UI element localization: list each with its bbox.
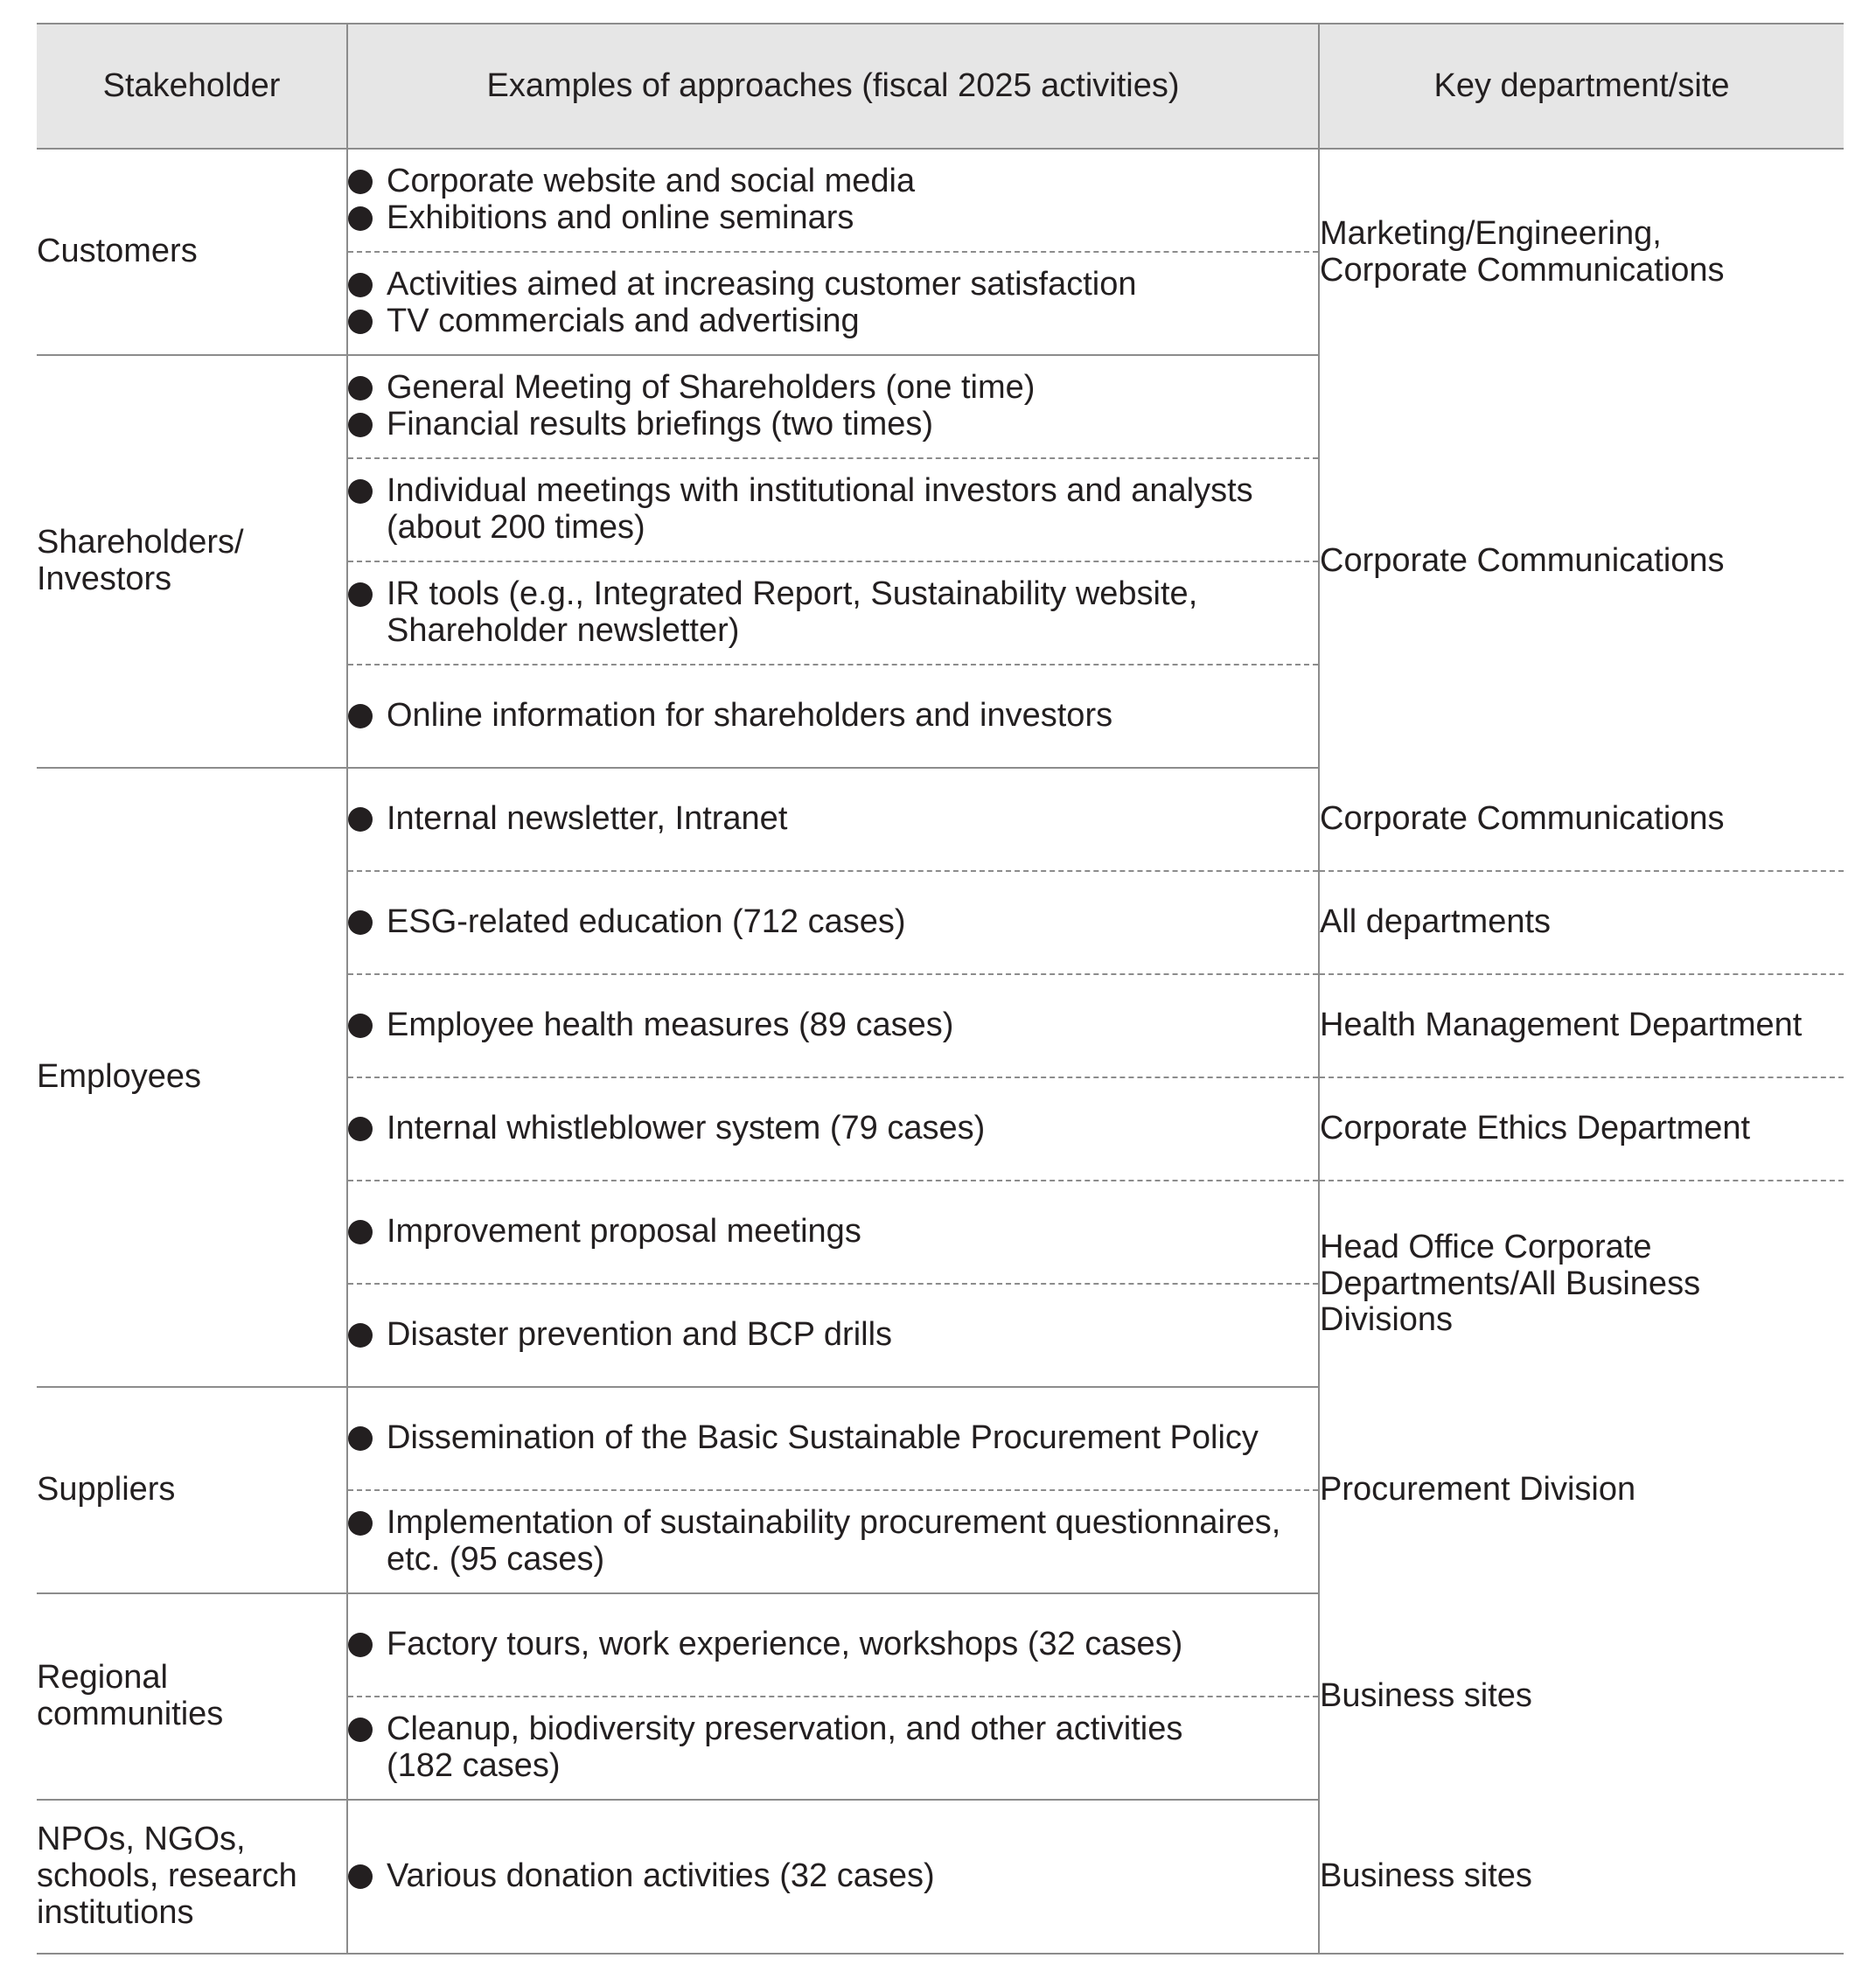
list-item	[348, 1214, 1318, 1251]
table-row	[37, 149, 1844, 252]
list-item-text: Internal whistleblower system (79 cases)	[387, 1110, 986, 1147]
examples-cell	[347, 1284, 1319, 1387]
examples-cell	[347, 355, 1319, 458]
list-item	[348, 200, 1318, 237]
department-cell	[1319, 974, 1844, 1077]
list-item	[348, 801, 1318, 838]
department-label: Corporate Ethics Department	[1320, 1110, 1751, 1147]
list-item-text: Improvement proposal meetings	[387, 1213, 861, 1251]
bullet-icon	[348, 1014, 373, 1038]
stakeholder-label: Employees	[37, 1058, 201, 1096]
department-cell	[1319, 149, 1844, 355]
department-cell	[1319, 1077, 1844, 1181]
list-item-text: Cleanup, biodiversity preservation, and other activities (182 cases)	[387, 1711, 1183, 1784]
list-item	[348, 1111, 1318, 1147]
stakeholder-cell	[37, 1387, 347, 1593]
table-row	[37, 1800, 1844, 1954]
department-cell	[1319, 1181, 1844, 1387]
list-item-text: Implementation of sustainability procurement questionnaires, etc. (95 cases)	[387, 1504, 1281, 1578]
examples-cell	[347, 974, 1319, 1077]
bullet-icon	[348, 376, 373, 401]
list-item-text: Disaster prevention and BCP drills	[387, 1316, 893, 1354]
stakeholder-label: Regional communities	[37, 1659, 224, 1732]
examples-cell	[347, 871, 1319, 974]
stakeholder-cell	[37, 149, 347, 355]
bullet-icon	[348, 273, 373, 297]
department-cell	[1319, 1800, 1844, 1954]
department-label: All departments	[1320, 903, 1552, 941]
examples-cell	[347, 561, 1319, 665]
examples-cell	[347, 1181, 1319, 1284]
bullet-icon	[348, 1511, 373, 1536]
list-item-text: ESG-related education (712 cases)	[387, 903, 906, 941]
list-item-text: Various donation activities (32 cases)	[387, 1857, 935, 1895]
table-row	[37, 1593, 1844, 1697]
list-item	[348, 576, 1318, 650]
list-item	[348, 303, 1318, 340]
stakeholder-cell	[37, 1800, 347, 1954]
department-cell	[1319, 768, 1844, 871]
list-item	[348, 267, 1318, 303]
list-item-text: Factory tours, work experience, workshops (32 cases)	[387, 1626, 1183, 1663]
department-label: Head Office Corporate Departments/All Business Divisions	[1320, 1228, 1701, 1339]
list-item	[348, 698, 1318, 735]
bullet-icon	[348, 1633, 373, 1657]
examples-cell	[347, 1077, 1319, 1181]
bullet-icon	[348, 704, 373, 728]
examples-cell	[347, 1697, 1319, 1800]
examples-cell	[347, 1593, 1319, 1697]
list-item	[348, 164, 1318, 200]
bullet-icon	[348, 479, 373, 504]
header-examples: Examples of approaches (fiscal 2025 activities)	[347, 24, 1319, 149]
bullet-icon	[348, 1323, 373, 1348]
examples-cell	[347, 665, 1319, 768]
examples-cell	[347, 1387, 1319, 1490]
list-item	[348, 1505, 1318, 1578]
list-item-text: Financial results briefings (two times)	[387, 406, 934, 442]
header-department: Key department/site	[1319, 24, 1844, 149]
stakeholder-cell	[37, 1593, 347, 1800]
bullet-icon	[348, 910, 373, 935]
examples-cell	[347, 768, 1319, 871]
list-item-text: TV commercials and advertising	[387, 303, 860, 339]
bullet-icon	[348, 1220, 373, 1244]
department-cell	[1319, 1593, 1844, 1800]
department-cell	[1319, 871, 1844, 974]
bullet-icon	[348, 582, 373, 607]
bullet-icon	[348, 807, 373, 832]
list-item-text: Dissemination of the Basic Sustainable Procurement Policy	[387, 1419, 1259, 1457]
list-item-text: Employee health measures (89 cases)	[387, 1007, 954, 1044]
list-item-text: Individual meetings with institutional investors and analysts (about 200 times)	[387, 472, 1253, 546]
list-item-text: IR tools (e.g., Integrated Report, Sustainability website, Shareholder newsletter)	[387, 575, 1198, 649]
department-label: Business sites	[1320, 1857, 1532, 1894]
stakeholder-cell	[37, 355, 347, 768]
table-row	[37, 355, 1844, 458]
list-item	[348, 473, 1318, 547]
table-row	[37, 1387, 1844, 1490]
list-item-text: Internal newsletter, Intranet	[387, 800, 788, 838]
list-item	[348, 1420, 1318, 1457]
list-item-text: General Meeting of Shareholders (one time)	[387, 369, 1036, 407]
examples-cell	[347, 1800, 1319, 1954]
department-label: Marketing/Engineering, Corporate Communications	[1320, 214, 1725, 289]
stakeholder-table	[37, 23, 1844, 1955]
list-item-text: Online information for shareholders and investors	[387, 697, 1113, 735]
department-label: Health Management Department	[1320, 1007, 1803, 1044]
bullet-icon	[348, 310, 373, 334]
bullet-icon	[348, 170, 373, 194]
header-row	[37, 24, 1844, 149]
stakeholder-label: Suppliers	[37, 1471, 176, 1509]
examples-cell	[347, 1490, 1319, 1593]
department-cell	[1319, 355, 1844, 768]
bullet-icon	[348, 1864, 373, 1889]
list-item	[348, 370, 1318, 407]
department-label: Procurement Division	[1320, 1471, 1636, 1509]
department-label: Business sites	[1320, 1677, 1532, 1715]
bullet-icon	[348, 1117, 373, 1141]
bullet-icon	[348, 1426, 373, 1451]
list-item	[348, 1007, 1318, 1044]
table-row	[37, 768, 1844, 871]
list-item	[348, 1711, 1318, 1785]
department-cell	[1319, 1387, 1844, 1593]
stakeholder-label: Customers	[37, 233, 198, 270]
list-item-text: Corporate website and social media	[387, 163, 916, 200]
list-item	[348, 407, 1318, 443]
stakeholder-label: Shareholders/ Investors	[37, 524, 244, 597]
bullet-icon	[348, 206, 373, 231]
table-body	[37, 149, 1844, 1954]
list-item	[348, 1317, 1318, 1354]
list-item-text: Activities aimed at increasing customer satisfaction	[387, 266, 1137, 303]
stakeholder-cell	[37, 768, 347, 1387]
header-stakeholder: Stakeholder	[37, 24, 347, 149]
examples-cell	[347, 252, 1319, 355]
department-label: Corporate Communications	[1320, 542, 1725, 580]
examples-cell	[347, 458, 1319, 561]
stakeholder-label: NPOs, NGOs, schools, research institutions	[37, 1821, 297, 1931]
list-item	[348, 1858, 1318, 1895]
list-item	[348, 1627, 1318, 1663]
bullet-icon	[348, 1718, 373, 1742]
list-item	[348, 904, 1318, 941]
examples-cell	[347, 149, 1319, 252]
list-item-text: Exhibitions and online seminars	[387, 199, 854, 236]
department-label: Corporate Communications	[1320, 799, 1725, 837]
bullet-icon	[348, 413, 373, 437]
